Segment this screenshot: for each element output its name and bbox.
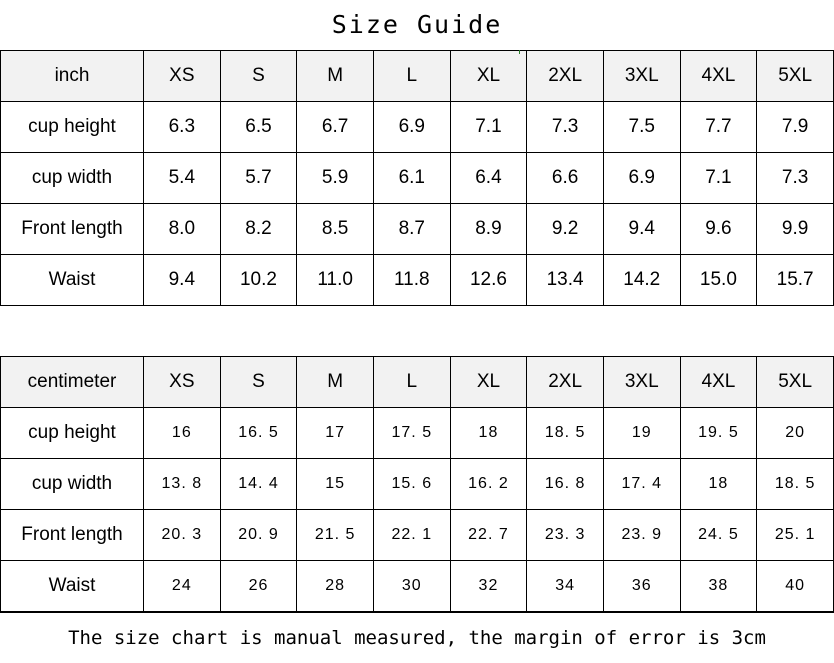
cell-value: 9.4: [603, 204, 680, 255]
cell-value: 5.7: [220, 153, 297, 204]
cell-value: 6.7: [297, 102, 374, 153]
cell-value: 23. 9: [603, 510, 680, 561]
table-header-row: [1, 51, 834, 102]
cell-value: 40: [757, 561, 834, 612]
cell-value: 16. 2: [450, 459, 527, 510]
table-row: [1, 561, 834, 612]
size-header-l: L: [373, 51, 450, 102]
cell-value: 11.0: [297, 255, 374, 306]
cell-value: 9.4: [144, 255, 221, 306]
size-header-2xl: 2XL: [527, 51, 604, 102]
cell-value: 15.0: [680, 255, 757, 306]
size-header-2xl: 2XL: [527, 357, 604, 408]
size-header-5xl: 5XL: [757, 51, 834, 102]
cell-value: 32: [450, 561, 527, 612]
cell-value: 20. 9: [220, 510, 297, 561]
cell-value: 7.3: [527, 102, 604, 153]
row-label-cup-width-inch: cup width: [1, 153, 144, 204]
cell-value: 16. 8: [527, 459, 604, 510]
cell-value: 34: [527, 561, 604, 612]
row-label-waist-inch: Waist: [1, 255, 144, 306]
cell-value: 9.9: [757, 204, 834, 255]
cell-value: 17: [297, 408, 374, 459]
cell-value: 5.9: [297, 153, 374, 204]
measurement-disclaimer: The size chart is manual measured, the margin of error is 3cm: [0, 612, 834, 662]
size-header-m: M: [297, 357, 374, 408]
size-header-s: S: [220, 357, 297, 408]
size-header-xs: XS: [144, 357, 221, 408]
cell-value: 8.2: [220, 204, 297, 255]
cell-value: 9.2: [527, 204, 604, 255]
cell-value: 8.7: [373, 204, 450, 255]
cell-value: 28: [297, 561, 374, 612]
cell-value: 38: [680, 561, 757, 612]
cell-value: 8.0: [144, 204, 221, 255]
cell-value: 22. 7: [450, 510, 527, 561]
size-header-xs: XS: [144, 51, 221, 102]
cell-value: 10.2: [220, 255, 297, 306]
inch-size-table: [0, 50, 834, 306]
tick-marker: [519, 50, 520, 54]
cell-value: 5.4: [144, 153, 221, 204]
cell-value: 30: [373, 561, 450, 612]
centimeter-size-table: [0, 356, 834, 612]
row-label-cup-height-inch: cup height: [1, 102, 144, 153]
cell-value: 19: [603, 408, 680, 459]
size-header-l: L: [373, 357, 450, 408]
cell-value: 6.3: [144, 102, 221, 153]
cell-value: 20. 3: [144, 510, 221, 561]
size-header-3xl: 3XL: [603, 51, 680, 102]
cell-value: 17. 4: [603, 459, 680, 510]
cell-value: 7.7: [680, 102, 757, 153]
cell-value: 20: [757, 408, 834, 459]
cell-value: 13. 8: [144, 459, 221, 510]
cell-value: 6.4: [450, 153, 527, 204]
cell-value: 17. 5: [373, 408, 450, 459]
cell-value: 18: [450, 408, 527, 459]
cell-value: 36: [603, 561, 680, 612]
cell-value: 6.9: [603, 153, 680, 204]
cell-value: 14. 4: [220, 459, 297, 510]
table-row: [1, 204, 834, 255]
cell-value: 7.3: [757, 153, 834, 204]
cell-value: 6.5: [220, 102, 297, 153]
cell-value: 26: [220, 561, 297, 612]
cell-value: 15.7: [757, 255, 834, 306]
size-header-s: S: [220, 51, 297, 102]
cell-value: 16: [144, 408, 221, 459]
cell-value: 7.9: [757, 102, 834, 153]
size-header-4xl: 4XL: [680, 357, 757, 408]
row-label-waist-cm: Waist: [1, 561, 144, 612]
unit-label-centimeter: centimeter: [1, 357, 144, 408]
size-header-m: M: [297, 51, 374, 102]
cell-value: 25. 1: [757, 510, 834, 561]
table-row: [1, 102, 834, 153]
size-header-xl: XL: [450, 51, 527, 102]
cell-value: 18: [680, 459, 757, 510]
row-label-cup-height-cm: cup height: [1, 408, 144, 459]
row-label-front-length-inch: Front length: [1, 204, 144, 255]
table-spacer: [0, 306, 834, 356]
table-row: [1, 459, 834, 510]
cell-value: 24: [144, 561, 221, 612]
row-label-front-length-cm: Front length: [1, 510, 144, 561]
cell-value: 11.8: [373, 255, 450, 306]
cell-value: 23. 3: [527, 510, 604, 561]
size-header-5xl: 5XL: [757, 357, 834, 408]
cell-value: 7.1: [680, 153, 757, 204]
cell-value: 15. 6: [373, 459, 450, 510]
row-label-cup-width-cm: cup width: [1, 459, 144, 510]
cell-value: 13.4: [527, 255, 604, 306]
cell-value: 8.9: [450, 204, 527, 255]
cell-value: 18. 5: [527, 408, 604, 459]
cell-value: 19. 5: [680, 408, 757, 459]
cell-value: 6.1: [373, 153, 450, 204]
cell-value: 6.6: [527, 153, 604, 204]
table-row: [1, 153, 834, 204]
size-header-4xl: 4XL: [680, 51, 757, 102]
cell-value: 14.2: [603, 255, 680, 306]
page-title: Size Guide: [331, 10, 503, 39]
cell-value: 8.5: [297, 204, 374, 255]
table-row: [1, 510, 834, 561]
table-row: [1, 255, 834, 306]
table-row: [1, 408, 834, 459]
size-header-3xl: 3XL: [603, 357, 680, 408]
cell-value: 16. 5: [220, 408, 297, 459]
cell-value: 7.5: [603, 102, 680, 153]
unit-label-inch: inch: [1, 51, 144, 102]
cell-value: 9.6: [680, 204, 757, 255]
table-header-row: [1, 357, 834, 408]
cell-value: 6.9: [373, 102, 450, 153]
cell-value: 12.6: [450, 255, 527, 306]
cell-value: 24. 5: [680, 510, 757, 561]
cell-value: 22. 1: [373, 510, 450, 561]
cell-value: 15: [297, 459, 374, 510]
cell-value: 18. 5: [757, 459, 834, 510]
cell-value: 7.1: [450, 102, 527, 153]
size-header-xl: XL: [450, 357, 527, 408]
cell-value: 21. 5: [297, 510, 374, 561]
